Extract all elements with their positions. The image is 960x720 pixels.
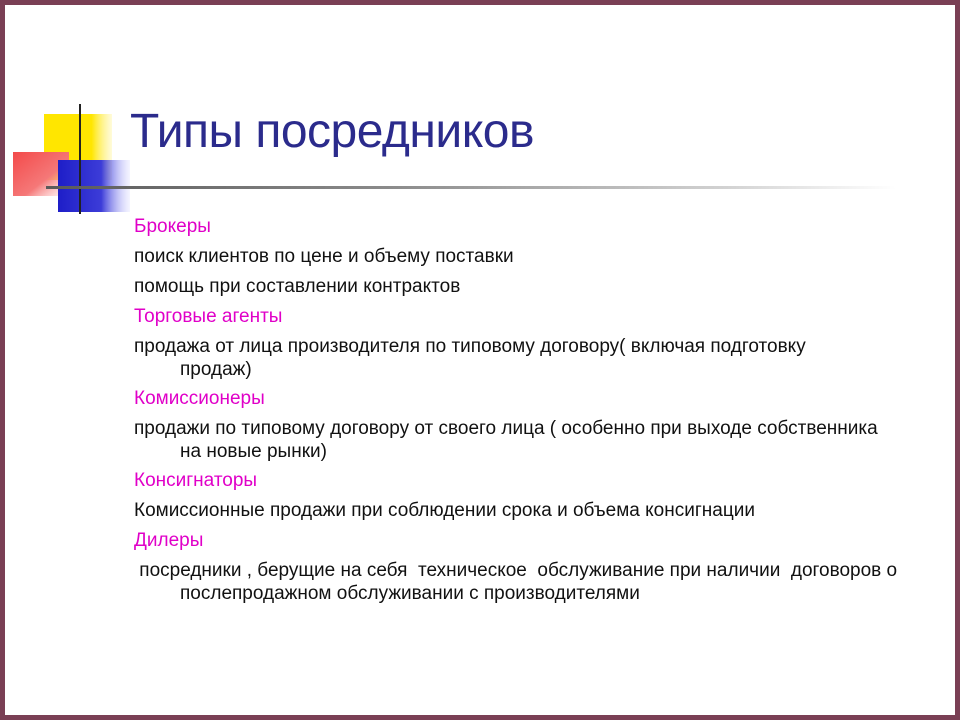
section-heading-agents: Торговые агенты <box>134 306 283 327</box>
agents-text-line-2: продаж) <box>180 359 252 380</box>
commission-text-line-1: продажи по типовому договору от своего лица ( особенно при выходе собственника <box>134 418 878 439</box>
slide-content <box>134 215 934 605</box>
dealers-text <box>134 559 934 605</box>
agents-text-line-1: продажа от лица производителя по типовому договору( включая подготовку <box>134 336 806 357</box>
dealers-text-line-1: посредники , берущие на себя техническое обслуживание при наличии договоров о <box>134 560 898 581</box>
page-title: Типы посредников <box>130 105 534 158</box>
commission-text <box>134 417 934 469</box>
section-heading-commission: Комиссионеры <box>134 388 265 409</box>
consignors-text: Комиссионные продажи при соблюдении срока и объема консигнации <box>134 500 755 521</box>
agents-text <box>134 335 934 387</box>
section-heading-brokers: Брокеры <box>134 216 211 237</box>
commission-text-line-2: на новые рынки) <box>180 441 327 462</box>
dealers-text-line-2: послепродажном обслуживании с производителями <box>180 583 640 604</box>
section-heading-consignors: Консигнаторы <box>134 470 258 491</box>
title-underline <box>46 186 896 189</box>
section-heading-dealers: Дилеры <box>134 530 204 551</box>
brokers-line-1: поиск клиентов по цене и объему поставки <box>134 246 514 267</box>
brokers-line-2: помощь при составлении контрактов <box>134 276 461 297</box>
